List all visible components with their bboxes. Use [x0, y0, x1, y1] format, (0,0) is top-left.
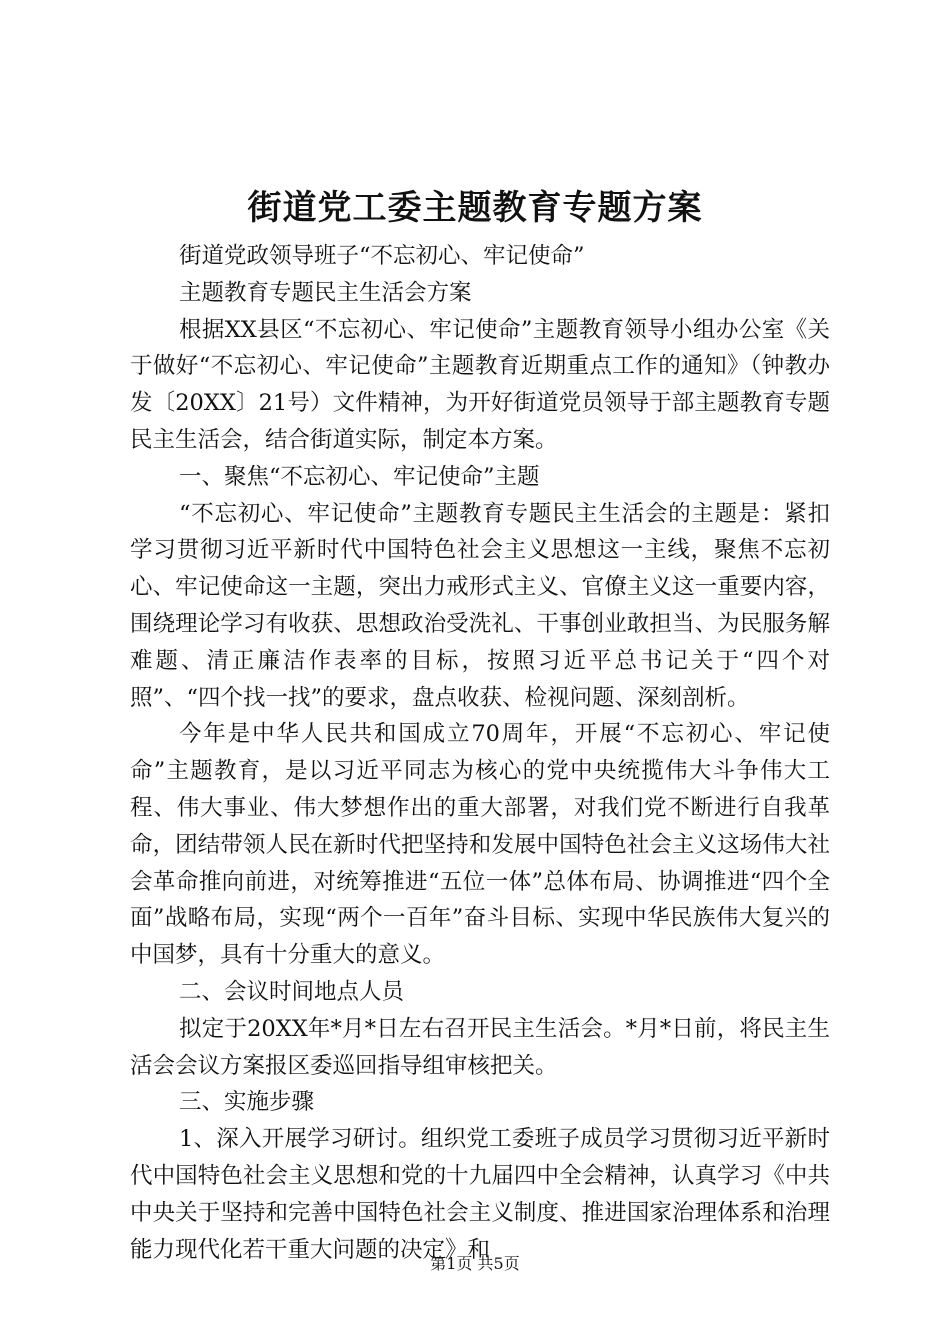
page-footer: 第1页 共5页 [430, 1254, 520, 1273]
section-heading-3: 三、实施步骤 [179, 1089, 315, 1116]
paragraph-subtitle-1: 街道党政领导班子“不忘初心、牢记使命” [179, 243, 585, 269]
paragraph-intro: 根据XX县区“不忘初心、牢记使命”主题教育领导小组办公室《关于做好“不忘初心、牢记使命”主题教育近期重点工作的通知》（钟教办发〔20XX〕21号）文件精神，为开好街道党员领导于部主题教育专题民主生活会，结合街道实际，制定本方案。 [130, 316, 830, 453]
paragraph-subtitle-2: 主题教育专题民主生活会方案 [179, 279, 472, 306]
document-title: 街道党工委主题教育专题方案 [247, 188, 703, 228]
paragraph-theme: “不忘初心、牢记使命”主题教育专题民主生活会的主题是：紧扣学习贯彻习近平新时代中国特色社会主义思想这一主线，聚焦不忘初心、牢记使命这一主题，突出力戒形式主义、官僚主义这一重要内容，围绕理论学习有收获、思想政治受洗礼、干事创业敢担当、为民服务解难题、清正廉洁作表率的目标，按照习近平总书记关于“四个对照”、“四个找一找”的要求，盘点收获、检视问题、深刻剖析。 [130, 500, 830, 711]
paragraph-significance: 今年是中华人民共和国成立70周年，开展“不忘初心、牢记使命”主题教育，是以习近平同志为核心的党中央统揽伟大斗争伟大工程、伟大事业、伟大梦想作出的重大部署，对我们党不断进行自我革命，团结带领人民在新时代把坚持和发展中国特色社会主义这场伟大社会革命推向前进，对统筹推进“五位一体”总体布局、协调推进“四个全面”战略布局，实现“两个一百年”奋斗目标、实现中华民族伟大复兴的中国梦，具有十分重大的意义。 [130, 721, 830, 969]
paragraph-step-1: 1、深入开展学习研讨。组织党工委班子成员学习贯彻习近平新时代中国特色社会主义思想和党的十九届四中全会精神，认真学习《中共中央关于坚持和完善中国特色社会主义制度、推进国家治理体系和治理能力现代化若干重大问题的决定》和 [130, 1126, 830, 1263]
section-heading-1: 一、聚焦“不忘初心、牢记使命”主题 [179, 463, 540, 490]
document-body [130, 238, 830, 1268]
section-heading-2: 二、会议时间地点人员 [179, 978, 405, 1005]
paragraph-schedule: 拟定于20XX年*月*日左右召开民主生活会。*月*日前，将民主生活会会议方案报区委巡回指导组审核把关。 [130, 1015, 830, 1079]
